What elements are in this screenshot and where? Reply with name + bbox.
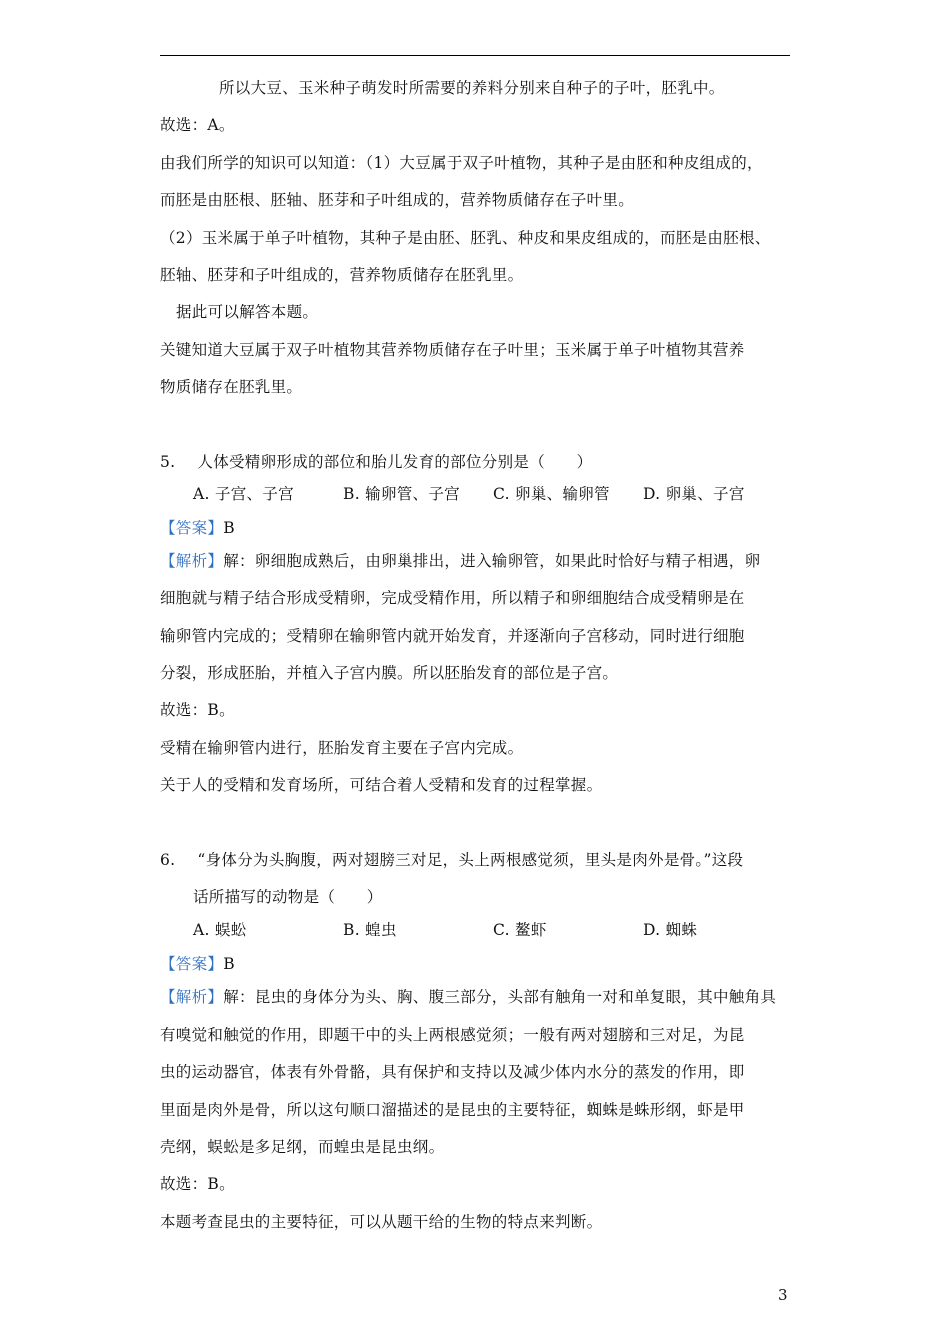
option-d: D. 卵巢、子宫 xyxy=(643,485,745,503)
option-a: A. 蜈蚣 xyxy=(193,921,247,939)
question-text: 人体受精卵形成的部位和胎儿发育的部位分别是（ ） xyxy=(197,453,593,471)
text-line: 物质储存在胚乳里。 xyxy=(160,378,303,396)
answer-tag: 【答案】 xyxy=(160,955,224,973)
question-6-stem xyxy=(160,850,743,870)
option-c: C. 鳌虾 xyxy=(493,921,547,939)
text-line: 所以大豆、玉米种子萌发时所需要的养料分别来自种子的子叶，胚乳中。 xyxy=(219,79,725,97)
text-line: 关于人的受精和发育场所，可结合着人受精和发育的过程掌握。 xyxy=(160,776,603,794)
option-c: C. 卵巢、输卵管 xyxy=(493,485,610,503)
answer-value: B xyxy=(223,519,235,537)
question-5-options xyxy=(193,484,745,504)
text-line: 虫的运动器官，体表有外骨骼，具有保护和支持以及减少体内水分的蒸发的作用，即 xyxy=(160,1063,745,1081)
text-line: 由我们所学的知识可以知道：（1）大豆属于双子叶植物，其种子是由胚和种皮组成的， xyxy=(160,154,763,172)
answer-tag: 【答案】 xyxy=(160,519,224,537)
text-line: 壳纲，蜈蚣是多足纲，而蝗虫是昆虫纲。 xyxy=(160,1138,445,1156)
text-line: 输卵管内完成的；受精卵在输卵管内就开始发育，并逐渐向子宫移动，同时进行细胞 xyxy=(160,627,745,645)
analysis-line: 【解析】解：卵细胞成熟后，由卵巢排出，进入输卵管，如果此时恰好与精子相遇，卵 xyxy=(160,552,761,570)
page-number: 3 xyxy=(778,1286,788,1304)
text-line: 胚轴、胚芽和子叶组成的，营养物质储存在胚乳里。 xyxy=(160,266,524,284)
text-line: 分裂，形成胚胎，并植入子宫内膜。所以胚胎发育的部位是子宫。 xyxy=(160,664,619,682)
answer-line xyxy=(160,954,235,974)
text-line: 故选：B。 xyxy=(160,1175,235,1193)
question-number: 6. xyxy=(160,851,176,869)
question-5-stem xyxy=(160,452,592,472)
answer-value: B xyxy=(223,955,235,973)
text-line: 故选：B。 xyxy=(160,701,235,719)
question-6-options xyxy=(193,920,697,940)
question-number: 5. xyxy=(160,453,176,471)
text-line: （2）玉米属于单子叶植物，其种子是由胚、胚乳、种皮和果皮组成的，而胚是由胚根、 xyxy=(160,229,771,247)
option-d: D. 蜘蛛 xyxy=(643,921,698,939)
option-b: B. 输卵管、子宫 xyxy=(343,485,460,503)
text-line: 里面是肉外是骨，所以这句顺口溜描述的是昆虫的主要特征，蜘蛛是蛛形纲，虾是甲 xyxy=(160,1101,745,1119)
option-a: A. 子宫、子宫 xyxy=(193,485,294,503)
analysis-tag: 【解析】 xyxy=(160,552,224,570)
question-text: “身体分为头胸腹，两对翅膀三对足，头上两根感觉须，里头是肉外是骨。”这段 xyxy=(197,851,744,869)
analysis-line: 【解析】解：昆虫的身体分为头、胸、腹三部分，头部有触角一对和单复眼，其中触角具 xyxy=(160,988,777,1006)
analysis-tag: 【解析】 xyxy=(160,988,224,1006)
answer-line xyxy=(160,518,235,538)
text-line: 受精在输卵管内进行，胚胎发育主要在子宫内完成。 xyxy=(160,739,524,757)
text-line: 细胞就与精子结合形成受精卵，完成受精作用，所以精子和卵细胞结合成受精卵是在 xyxy=(160,589,745,607)
text-line: 而胚是由胚根、胚轴、胚芽和子叶组成的，营养物质储存在子叶里。 xyxy=(160,191,635,209)
text-line: 话所描写的动物是（ ） xyxy=(193,888,383,906)
text-line: 故选：A。 xyxy=(160,116,235,134)
text-line: 有嗅觉和触觉的作用，即题干中的头上两根感觉须；一般有两对翅膀和三对足，为昆 xyxy=(160,1026,745,1044)
text-line: 据此可以解答本题。 xyxy=(176,303,319,321)
text-line: 关键知道大豆属于双子叶植物其营养物质储存在子叶里；玉米属于单子叶植物其营养 xyxy=(160,341,745,359)
header-rule xyxy=(160,55,790,56)
text-line: 本题考查昆虫的主要特征，可以从题干给的生物的特点来判断。 xyxy=(160,1213,603,1231)
option-b: B. 蝗虫 xyxy=(343,921,397,939)
